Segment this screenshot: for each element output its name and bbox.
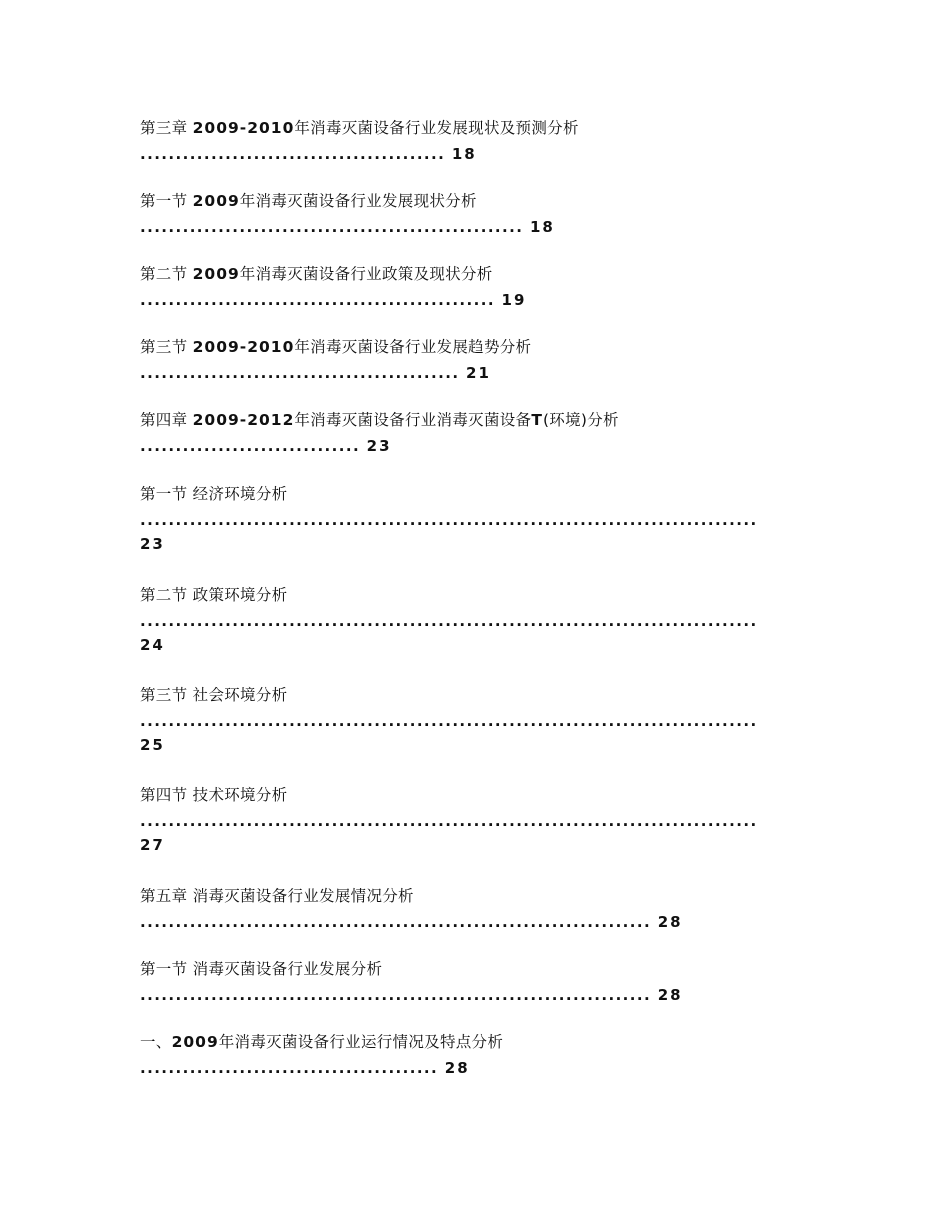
toc-leader-dots: ........................................................................ 28 — [140, 913, 683, 931]
toc-leader-dots: ............................... 23 — [140, 437, 392, 455]
toc-leader-dots: ...................................................... 18 — [140, 218, 555, 236]
toc-entry-title: 第一节 2009年消毒灭菌设备行业发展现状分析 — [140, 192, 477, 210]
toc-leader-dots: ............................................. 21 — [140, 364, 491, 382]
toc-entry[interactable] — [140, 410, 800, 456]
toc-entry-title: 第二节 2009年消毒灭菌设备行业政策及现状分析 — [140, 265, 493, 283]
toc-leader-dots: ....................................................................................... — [140, 612, 758, 630]
toc-leader-dots: .......................................... 28 — [140, 1059, 470, 1077]
toc-page-number: 18 — [529, 218, 555, 236]
toc-entry[interactable] — [140, 484, 800, 554]
toc-entry[interactable] — [140, 191, 800, 237]
toc-entry-title: 第三节 社会环境分析 — [140, 686, 288, 704]
toc-leader-dots: ........................................................................ 28 — [140, 986, 683, 1004]
toc-page-number: 28 — [657, 913, 683, 931]
toc-entry-title: 第三章 2009-2010年消毒灭菌设备行业发展现状及预测分析 — [140, 119, 579, 137]
toc-entry-title: 第二节 政策环境分析 — [140, 586, 288, 604]
toc-entry[interactable] — [140, 118, 800, 164]
toc-entry-title: 第一节 经济环境分析 — [140, 485, 288, 503]
toc-page-number: 28 — [657, 986, 683, 1004]
toc-page-number: 19 — [501, 291, 527, 309]
toc-page-number: 25 — [140, 736, 165, 754]
toc-page-number: 23 — [140, 535, 165, 553]
toc-leader-dots: ....................................................................................... — [140, 812, 758, 830]
toc-entry[interactable] — [140, 585, 800, 655]
toc-entry-title: 第四章 2009-2012年消毒灭菌设备行业消毒灭菌设备T(环境)分析 — [140, 411, 619, 429]
toc-page-number: 23 — [366, 437, 392, 455]
toc-entry[interactable] — [140, 685, 800, 755]
toc-entry-title: 一、2009年消毒灭菌设备行业运行情况及特点分析 — [140, 1033, 504, 1051]
toc-entry[interactable] — [140, 1032, 800, 1078]
toc-page-number: 24 — [140, 636, 165, 654]
toc-entry-title: 第一节 消毒灭菌设备行业发展分析 — [140, 960, 383, 978]
toc-entry[interactable] — [140, 785, 800, 855]
toc-leader-dots: .................................................. 19 — [140, 291, 527, 309]
toc-leader-dots: ....................................................................................... — [140, 511, 758, 529]
toc-entry[interactable] — [140, 959, 800, 1005]
toc-entry-title: 第四节 技术环境分析 — [140, 786, 288, 804]
toc-entry-title: 第三节 2009-2010年消毒灭菌设备行业发展趋势分析 — [140, 338, 532, 356]
toc-leader-dots: ....................................................................................... — [140, 712, 758, 730]
toc-leader-dots: ........................................... 18 — [140, 145, 477, 163]
toc-entry[interactable] — [140, 886, 800, 932]
toc-entry[interactable] — [140, 337, 800, 383]
toc-page-number: 28 — [444, 1059, 470, 1077]
toc-page-number: 18 — [451, 145, 477, 163]
toc-entry-title: 第五章 消毒灭菌设备行业发展情况分析 — [140, 887, 414, 905]
toc-page-number: 27 — [140, 836, 165, 854]
toc-page-number: 21 — [466, 364, 491, 382]
toc-entry[interactable] — [140, 264, 800, 310]
